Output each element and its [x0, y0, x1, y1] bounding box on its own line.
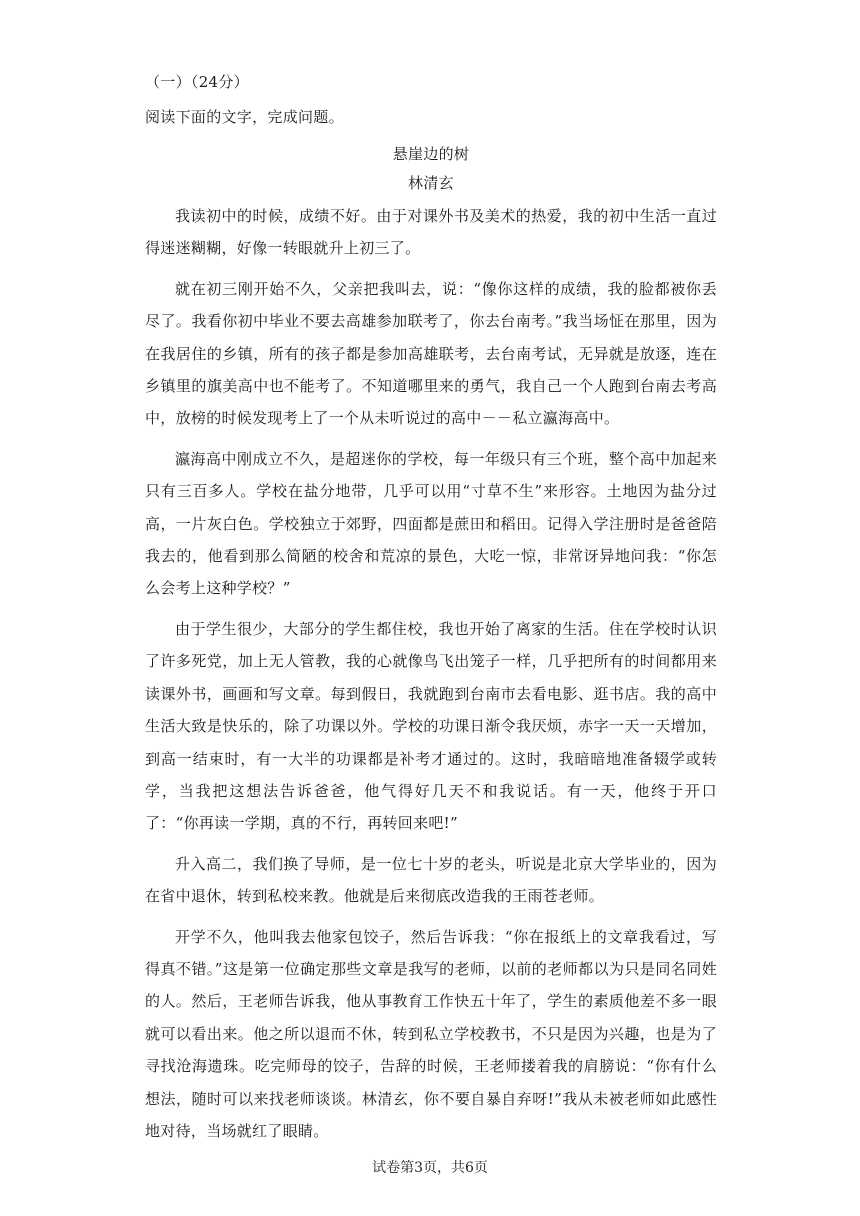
instruction-text: 阅读下面的文字，完成问题。	[145, 108, 344, 126]
page-footer: 试卷第3页，共6页	[372, 1160, 488, 1176]
paragraph-4: 由于学生很少，大部分的学生都住校，我也开始了离家的生活。住在学校时认识了许多死党，加上无人管教，我的心就像鸟飞出笼子一样，几乎把所有的时间都用来读课外书，画画和写文章。每到假日，我就跑到台南市去看电影、逛书店。我的高中生活大致是快乐的，除了功课以外。学校的功课日渐令我厌烦，赤字一天一天增加，到高一结束时，有一大半的功课都是补考才通过的。这时，我暗暗地准备辍学或转学，当我把这想法告诉爸爸，他气得好几天不和我说话。有一天，他终于开口了：“你再读一学期，真的不行，再转回来吧!”	[145, 619, 717, 833]
section-label: （一）（24分）	[145, 73, 249, 91]
paragraph-5: 升入高二，我们换了导师，是一位七十岁的老头，听说是北京大学毕业的，因为在省中退休，转到私校来教。他就是后来彻底改造我的王雨苍老师。	[145, 854, 717, 906]
paragraph-2: 就在初三刚开始不久，父亲把我叫去，说：“像你这样的成绩，我的脸都被你丢尽了。我看你初中毕业不要去高雄参加联考了，你去台南考。”我当场怔在那里，因为在我居住的乡镇，所有的孩子都是参加高雄联考，去台南考试，无异就是放逐，连在乡镇里的旗美高中也不能考了。不知道哪里来的勇气，我自己一个人跑到台南去考高中，放榜的时候发现考上了一个从未听说过的高中－－私立瀛海高中。	[145, 279, 717, 428]
page-content	[145, 68, 717, 1155]
paragraph-1: 我读初中的时候，成绩不好。由于对课外书及美术的热爱，我的初中生活一直过得迷迷糊糊，好像一转眼就升上初三了。	[145, 207, 717, 258]
article-author: 林清玄	[408, 174, 454, 192]
paragraph-3: 瀛海高中刚成立不久，是超迷你的学校，每一年级只有三个班，整个高中加起来只有三百多人。学校在盐分地带，几乎可以用“寸草不生”来形容。土地因为盐分过高，一片灰白色。学校独立于郊野，四面都是蔗田和稻田。记得入学注册时是爸爸陪我去的，他看到那么简陋的校舍和荒凉的景色，大吃一惊，非常讶异地问我：“你怎么会考上这种学校？”	[145, 449, 717, 598]
article-title: 悬崖边的树	[392, 145, 470, 163]
paragraph-6: 开学不久，他叫我去他家包饺子，然后告诉我：“你在报纸上的文章我看过，写得真不错。”这是第一位确定那些文章是我写的老师，以前的老师都以为只是同名同姓的人。然后，王老师告诉我，他从事教育工作快五十年了，学生的素质他差不多一眼就可以看出来。他之所以退而不休，转到私立学校教书，不只是因为兴趣，也是为了寻找沧海遗珠。吃完师母的饺子，告辞的时候，王老师搂着我的肩膀说：“你有什么想法，随时可以来找老师谈谈。林清玄，你不要自暴自弃呀!”我从未被老师如此感性地对待，当场就红了眼睛。	[145, 927, 717, 1140]
